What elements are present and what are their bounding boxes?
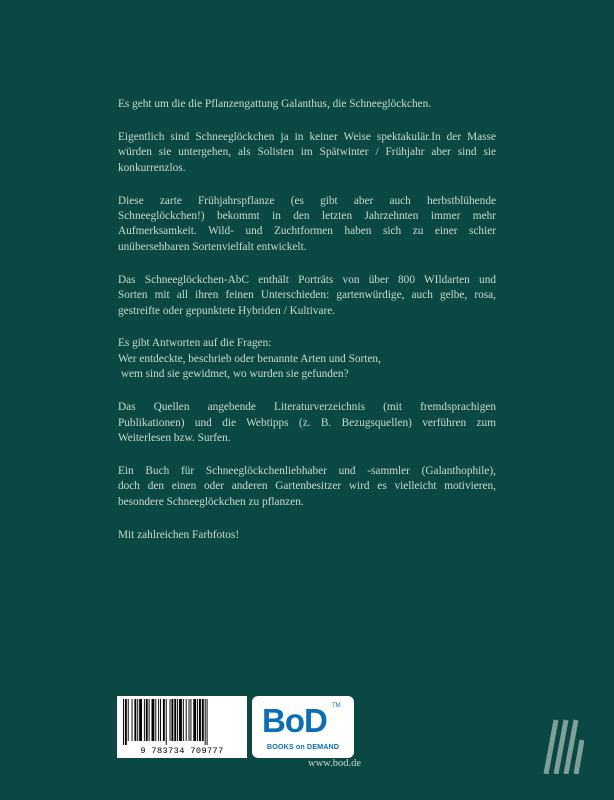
- barcode-bar: [202, 699, 204, 741]
- barcode-bar: [160, 699, 161, 741]
- barcode-bar: [171, 699, 173, 741]
- barcode-bar: [186, 699, 187, 741]
- blurb-line: Es geht um die die Pflanzengattung Galanthus, die Schneeglöckchen.: [118, 98, 432, 110]
- blurb-line: Eigentlich sind Schneeglöckchen ja in keiner Weise spektakulär.In der Masse: [118, 130, 496, 143]
- blurb-paragraph-5: [118, 336, 496, 382]
- barcode-bar: [170, 699, 171, 741]
- barcode-bar: [137, 699, 138, 741]
- blurb-line: Schneeglöckchen!) bekommt in den letzten Jahrzehnten immer mehr: [118, 210, 496, 223]
- publisher-url: www.bod.de: [308, 758, 361, 769]
- blurb-paragraph-3: [118, 194, 496, 256]
- barcode-bar: [149, 699, 150, 741]
- barcode-bar: [179, 699, 182, 741]
- blurb-line: unübersehbaren Sortenvielfalt entwickelt.: [118, 240, 307, 253]
- barcode-bars: [121, 699, 243, 745]
- barcode-bar: [144, 699, 145, 741]
- blurb-line: würden sie untergehen, als Solisten im Spätwinter / Frühjahr aber sind sie: [118, 146, 496, 159]
- bod-logo: [252, 696, 354, 758]
- bod-tagline: BOOKS on DEMAND: [266, 742, 340, 751]
- barcode-bar: [123, 699, 124, 745]
- barcode-bar: [174, 699, 176, 741]
- blurb-line: Das Schneeglöckchen-AbC enthält Porträts von über 800 WIldarten und: [118, 273, 496, 286]
- blurb-paragraph-7: [118, 464, 496, 510]
- barcode-bar: [193, 699, 196, 741]
- blurb-line: Publikationen) und die Webtipps (z. B. Bezugsquellen) verführen zum: [118, 416, 496, 429]
- blurb-line: doch den einen oder anderen Gartenbesitzer wird es vielleicht motivieren,: [118, 480, 496, 493]
- blurb-line: Aufmerksamkeit. Wild- und Zuchtformen haben sich zu einer schier: [118, 225, 496, 238]
- barcode-bar: [139, 699, 142, 741]
- back-cover-blurb: [118, 97, 496, 561]
- blurb-line: Ein Buch für Schneeglöckchenliebhaber und -sammler (Galanthophile),: [118, 464, 496, 477]
- blurb-paragraph-1: [118, 97, 496, 112]
- blurb-line: gestreifte oder gepunktete Hybriden / Kultivare.: [118, 304, 336, 317]
- blurb-line: Wer entdeckte, beschrieb oder benannte Arten und Sorten,: [118, 352, 381, 365]
- barcode-bar: [166, 699, 167, 745]
- barcode-bar: [134, 699, 136, 741]
- blurb-paragraph-6: [118, 400, 496, 446]
- bod-logo-mark: BoD: [262, 702, 327, 739]
- barcode-bar: [128, 699, 129, 741]
- barcode-bar: [197, 699, 198, 741]
- snowdrop-bookmark-icon: [540, 716, 584, 774]
- blurb-line: Sorten mit all ihren feinen Unterschieden: gartenwürdige, auch gelbe, rosa,: [118, 289, 496, 302]
- blurb-line: besondere Schneeglöckchen zu pflanzen.: [118, 495, 304, 508]
- barcode-bar: [205, 699, 206, 745]
- barcode-bar: [132, 699, 133, 741]
- barcode-bar: [199, 699, 201, 741]
- isbn-barcode: [117, 696, 247, 758]
- bod-trademark: TM: [332, 703, 341, 709]
- blurb-paragraph-2: [118, 130, 496, 176]
- barcode-bar: [152, 699, 155, 741]
- blurb-line: Diese zarte Frühjahrspflanze (es gibt aber auch herbstblühende: [118, 194, 496, 207]
- blurb-line: Mit zahlreichen Farbfotos!: [118, 528, 240, 541]
- barcode-bar: [125, 699, 127, 745]
- barcode-bar: [207, 699, 208, 745]
- barcode-bar: [183, 699, 184, 741]
- isbn-digits: 9 783734 709777: [140, 746, 224, 756]
- blurb-line: wem sind sie gewidmet, wo wurden sie gefunden?: [118, 368, 349, 381]
- barcode-bar: [190, 699, 191, 741]
- barcode-bar: [155, 699, 156, 741]
- blurb-line: Das Quellen angebende Literaturverzeichnis (mit fremdsprachigen: [118, 401, 496, 414]
- blurb-line: Weiterlesen bzw. Surfen.: [118, 432, 231, 444]
- blurb-line: konkurrenzlos.: [118, 161, 186, 174]
- barcode-bar: [146, 699, 148, 741]
- blurb-paragraph-8: [118, 528, 496, 543]
- barcode-bar: [158, 699, 159, 741]
- barcode-bar: [177, 699, 178, 741]
- barcode-bar: [189, 699, 190, 741]
- blurb-line: Es gibt Antworten auf die Fragen:: [118, 337, 272, 350]
- blurb-paragraph-4: [118, 273, 496, 319]
- barcode-bar: [163, 699, 165, 741]
